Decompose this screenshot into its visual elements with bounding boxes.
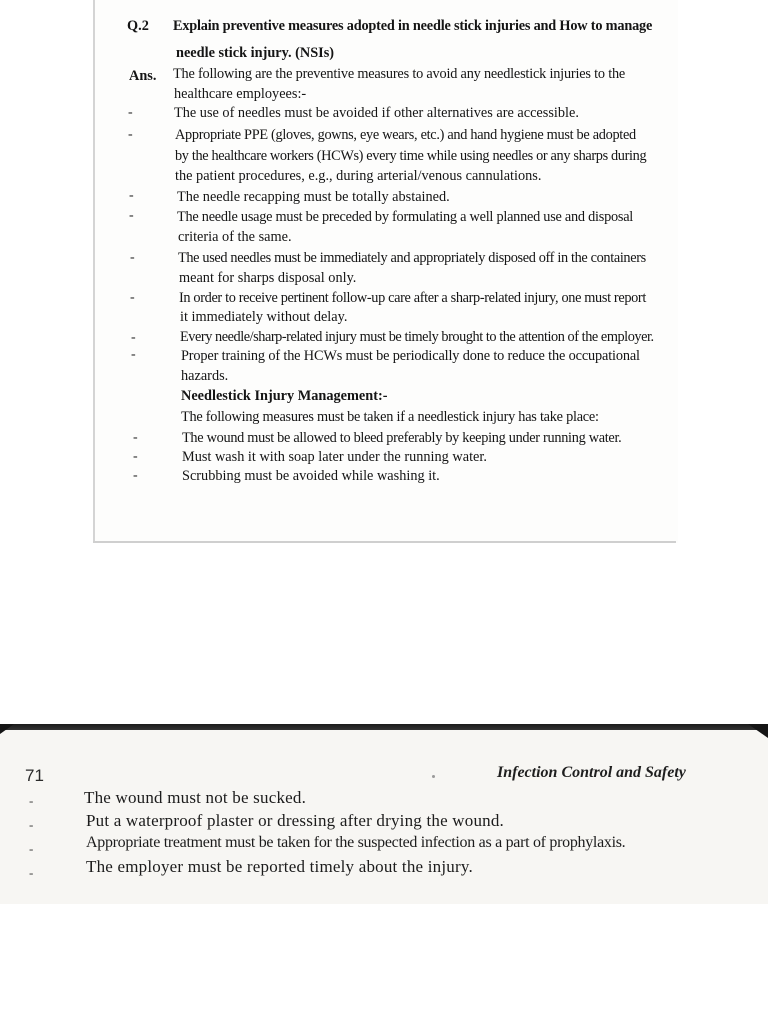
answer-label: Ans.	[129, 68, 157, 84]
bottom-line: Put a waterproof plaster or dressing after drying the wound.	[86, 811, 504, 830]
bullet-dash: -	[29, 793, 34, 808]
bullet-dash: -	[130, 290, 135, 305]
page-number: 71	[25, 766, 44, 785]
top-page-bottom-edge	[93, 541, 676, 543]
bottom-page-top-shadow	[0, 724, 768, 730]
item-line: criteria of the same.	[178, 229, 292, 245]
management-intro: The following measures must be taken if a needlestick injury has take place:	[181, 409, 599, 425]
item-line: it immediately without delay.	[180, 309, 348, 325]
running-header: Infection Control and Safety	[497, 764, 686, 781]
dust-speck	[432, 775, 435, 778]
item-line: The use of needles must be avoided if other alternatives are accessible.	[174, 105, 579, 121]
bullet-dash: -	[133, 468, 138, 483]
bullet-dash: -	[29, 817, 34, 832]
question-line-1: Explain preventive measures adopted in needle stick injuries and How to manage	[173, 18, 653, 34]
management-line: Must wash it with soap later under the running water.	[182, 449, 487, 465]
bullet-dash: -	[131, 330, 136, 345]
item-line: Every needle/sharp-related injury must be timely brought to the attention of the employer.	[180, 329, 654, 345]
bullet-dash: -	[128, 127, 133, 142]
management-heading: Needlestick Injury Management:-	[181, 388, 388, 404]
answer-line-2: healthcare employees:-	[174, 86, 307, 102]
item-line: by the healthcare workers (HCWs) every time while using needles or any sharps during	[175, 148, 647, 164]
item-line: Proper training of the HCWs must be periodically done to reduce the occupational	[181, 348, 640, 364]
question-line-2: needle stick injury. (NSIs)	[176, 45, 335, 61]
bullet-dash: -	[29, 865, 34, 880]
management-line: Scrubbing must be avoided while washing it.	[182, 468, 440, 484]
bullet-dash: -	[130, 250, 135, 265]
answer-line-1: The following are the preventive measures to avoid any needlestick injuries to the	[173, 66, 626, 82]
bullet-dash: -	[133, 430, 138, 445]
management-line: The wound must be allowed to bleed preferably by keeping under running water.	[182, 430, 622, 446]
bullet-dash: -	[129, 208, 134, 223]
bullet-dash: -	[131, 347, 136, 362]
bottom-line: Appropriate treatment must be taken for the suspected infection as a part of prophylaxis.	[86, 834, 626, 851]
item-line: In order to receive pertinent follow-up care after a sharp-related injury, one must report	[179, 290, 646, 306]
bullet-dash: -	[29, 841, 34, 856]
bottom-line: The wound must not be sucked.	[84, 788, 307, 807]
bullet-dash: -	[133, 449, 138, 464]
item-line: the patient procedures, e.g., during arterial/venous cannulations.	[175, 168, 542, 184]
item-line: The needle recapping must be totally abstained.	[177, 189, 450, 205]
bottom-line: The employer must be reported timely about the injury.	[86, 857, 473, 876]
item-line: The used needles must be immediately and appropriately disposed off in the containers	[178, 250, 646, 266]
item-line: meant for sharps disposal only.	[179, 270, 357, 286]
item-line: hazards.	[181, 368, 229, 384]
question-label: Q.2	[127, 18, 149, 34]
bullet-dash: -	[129, 188, 134, 203]
item-line: The needle usage must be preceded by formulating a well planned use and disposal	[177, 209, 634, 225]
item-line: Appropriate PPE (gloves, gowns, eye wears, etc.) and hand hygiene must be adopted	[175, 127, 636, 143]
bullet-dash: -	[128, 105, 133, 120]
